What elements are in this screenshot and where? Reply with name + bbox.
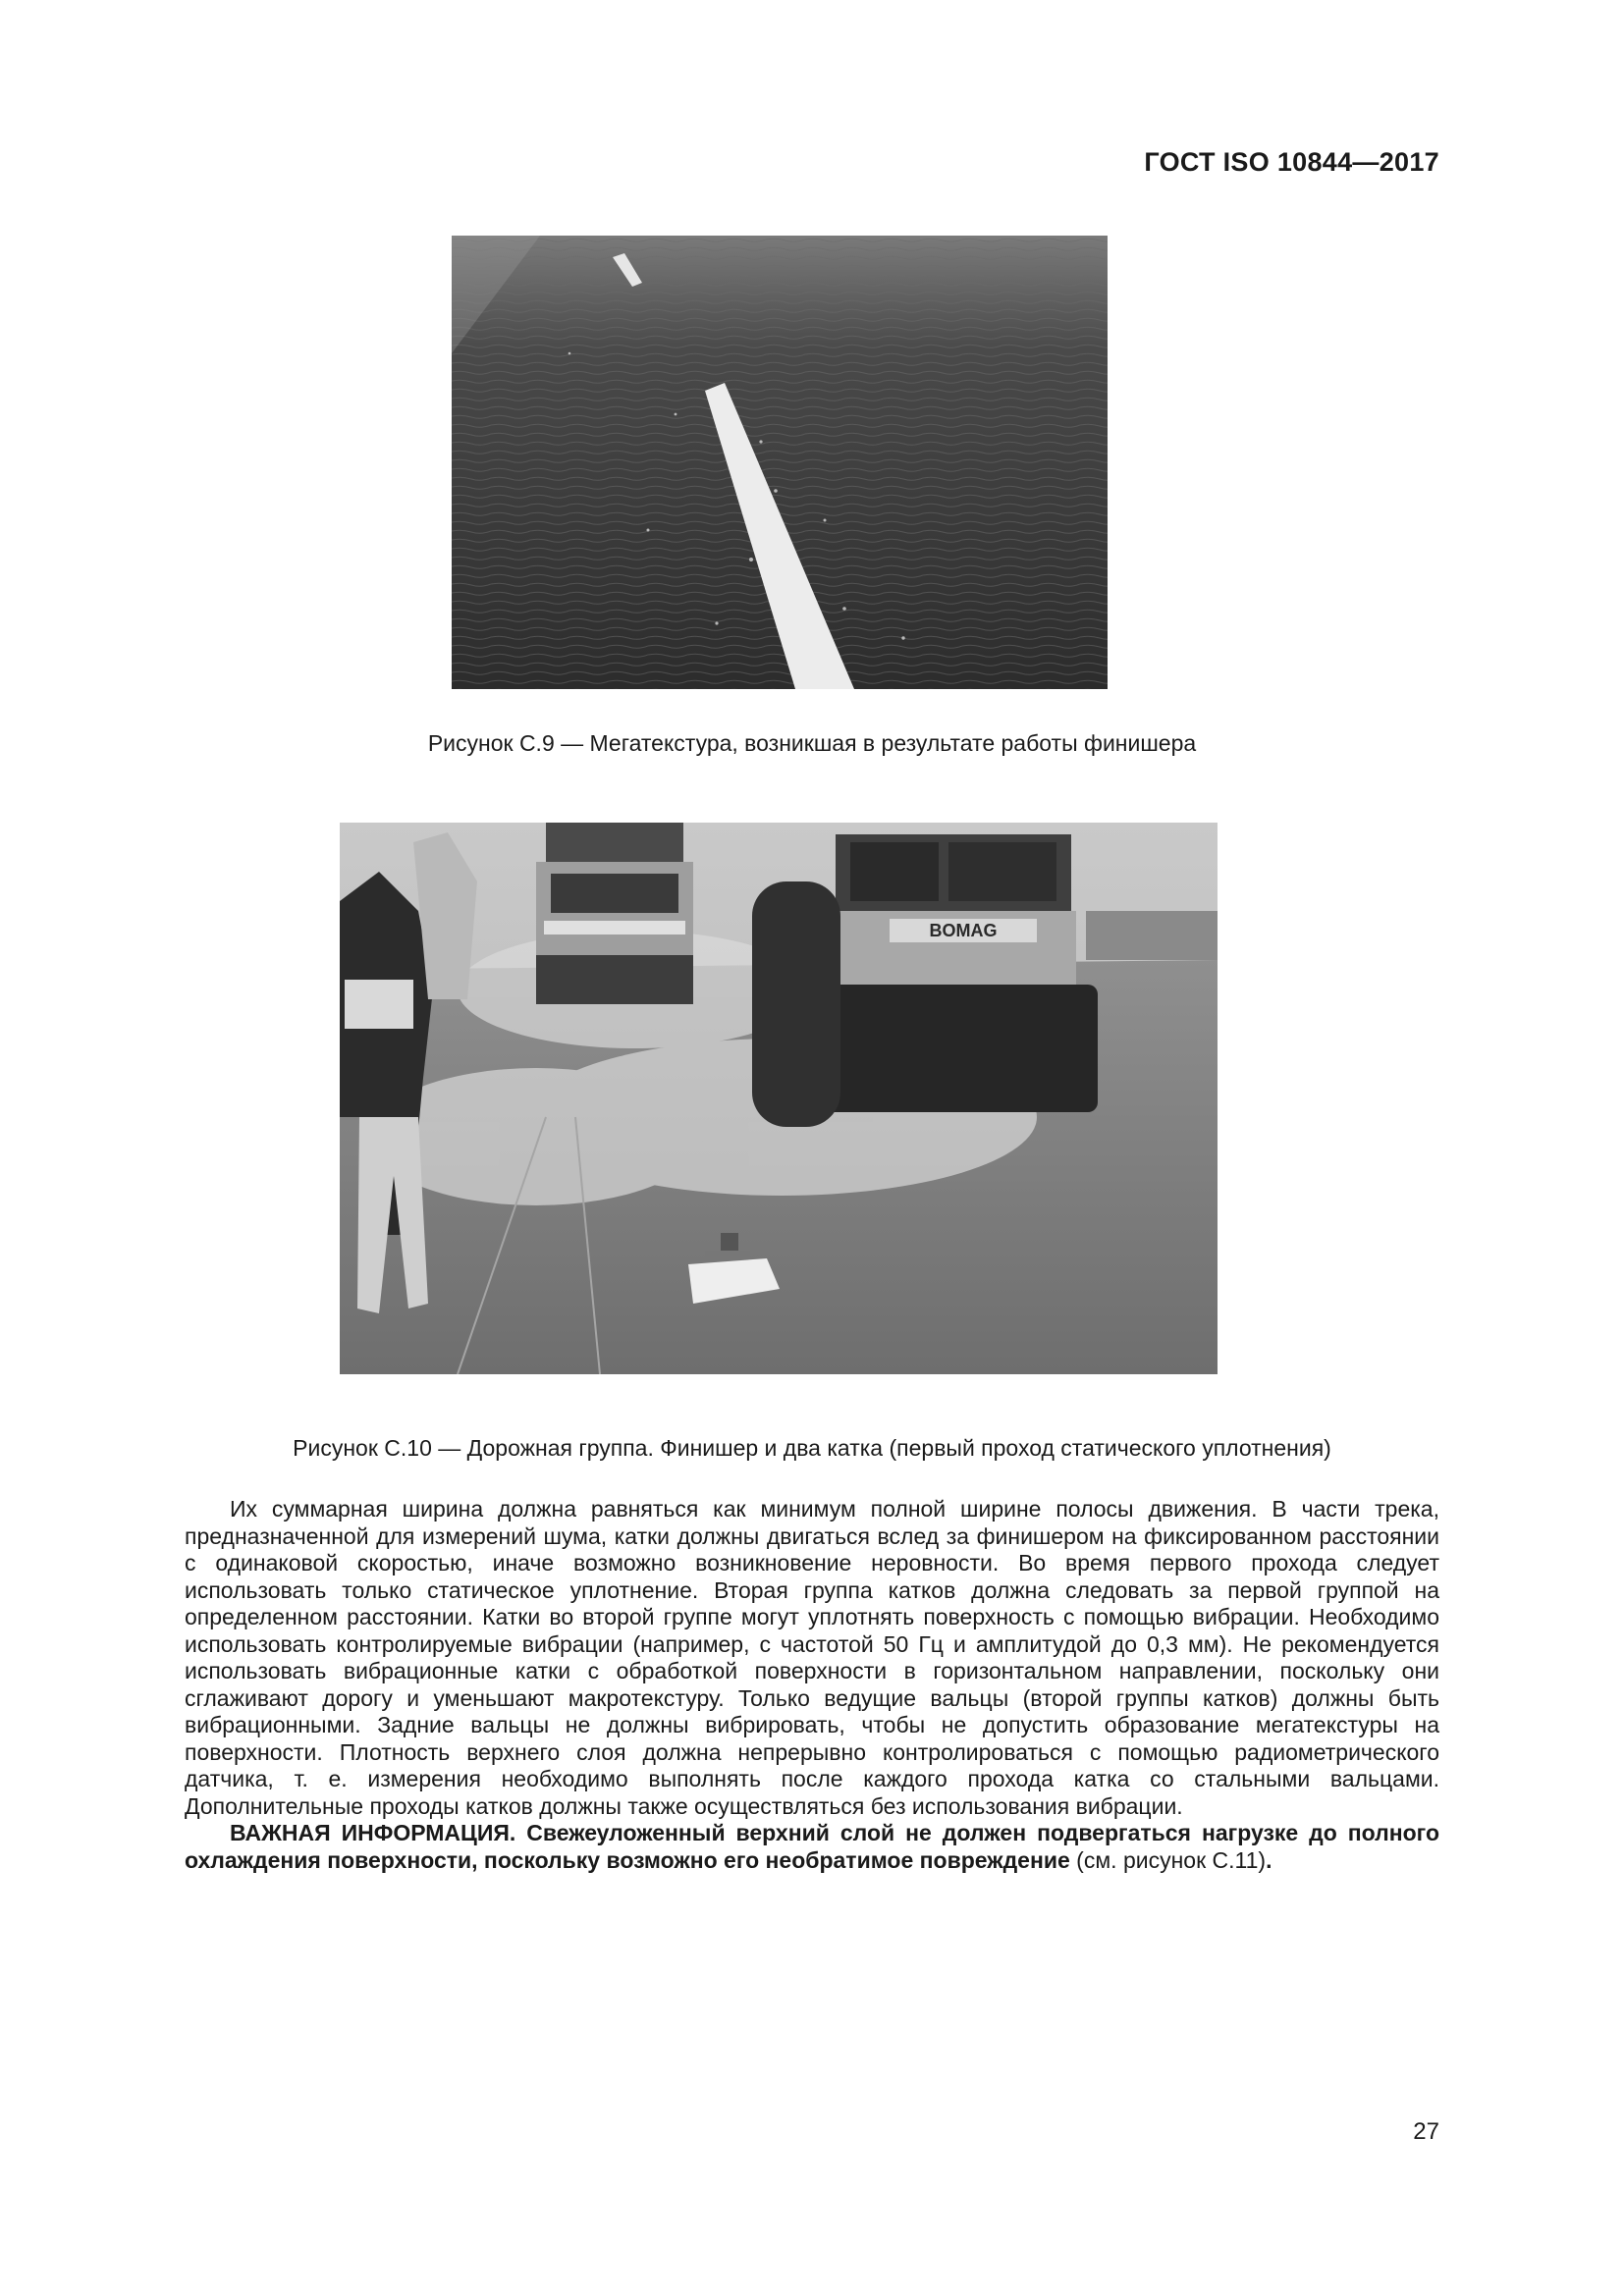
important-end: . xyxy=(1266,1846,1272,1873)
body-text xyxy=(185,1496,1439,1874)
paragraph-1: Их суммарная ширина должна равняться как минимум полной ширине полосы движения. В части трека, предназначенной для измерений шума, катки должны двигаться вслед за финишером на фиксированном расстоянии с одинаковой скоростью, иначе возможно возникновение неровности. Во время первого прохода следует использовать только статическое уплотнение. Вторая группа катков должна следовать за первой группой на определенном расстоянии. Катки во второй группе могут уплотнять поверхность с помощью вибрации. Необходимо использовать контролируемые вибрации (например, с частотой 50 Гц и амплитудой до 0,3 мм). Не рекомендуется использовать вибрационные катки с обработкой поверхности в горизонтальном направлении, поскольку они сглаживают дорогу и уменьшают макротекстуру. Только ведущие вальцы (второй группы катков) должны быть вибрационными. Задние вальцы не должны вибрировать, чтобы не допустить образование мегатекстуры на поверхности. Плотность верхнего слоя должна непрерывно контролироваться с помощью радиометрического датчика, т. е. измерения необходимо выполнять после каждого прохода катка со стальными вальцами. Дополнительные проходы катков должны также осуществляться без использования вибрации. xyxy=(185,1496,1439,1819)
figure-c10-caption: Рисунок С.10 — Дорожная группа. Финишер и два катка (первый проход статического уплотнения) xyxy=(293,1435,1331,1461)
roller-brand-label: BOMAG xyxy=(929,921,998,940)
figure-c9-caption: Рисунок С.9 — Мегатекстура, возникшая в результате работы финишера xyxy=(427,730,1197,756)
document-header: ГОСТ ISO 10844—2017 xyxy=(1144,147,1439,177)
figure-c10-photo xyxy=(340,823,1218,1374)
page-number: 27 xyxy=(1413,2118,1439,2145)
important-bold-text: ВАЖНАЯ ИНФОРМАЦИЯ. Свежеуложенный верхний слой не должен подвергаться нагрузке до полного охлаждения поверхности, поскольку возможно его необратимое повреждение xyxy=(185,1820,1439,1873)
paragraph-important xyxy=(185,1820,1439,1874)
figure-reference: (см. рисунок С.11) xyxy=(1069,1846,1267,1873)
figure-c9-photo xyxy=(452,236,1108,689)
